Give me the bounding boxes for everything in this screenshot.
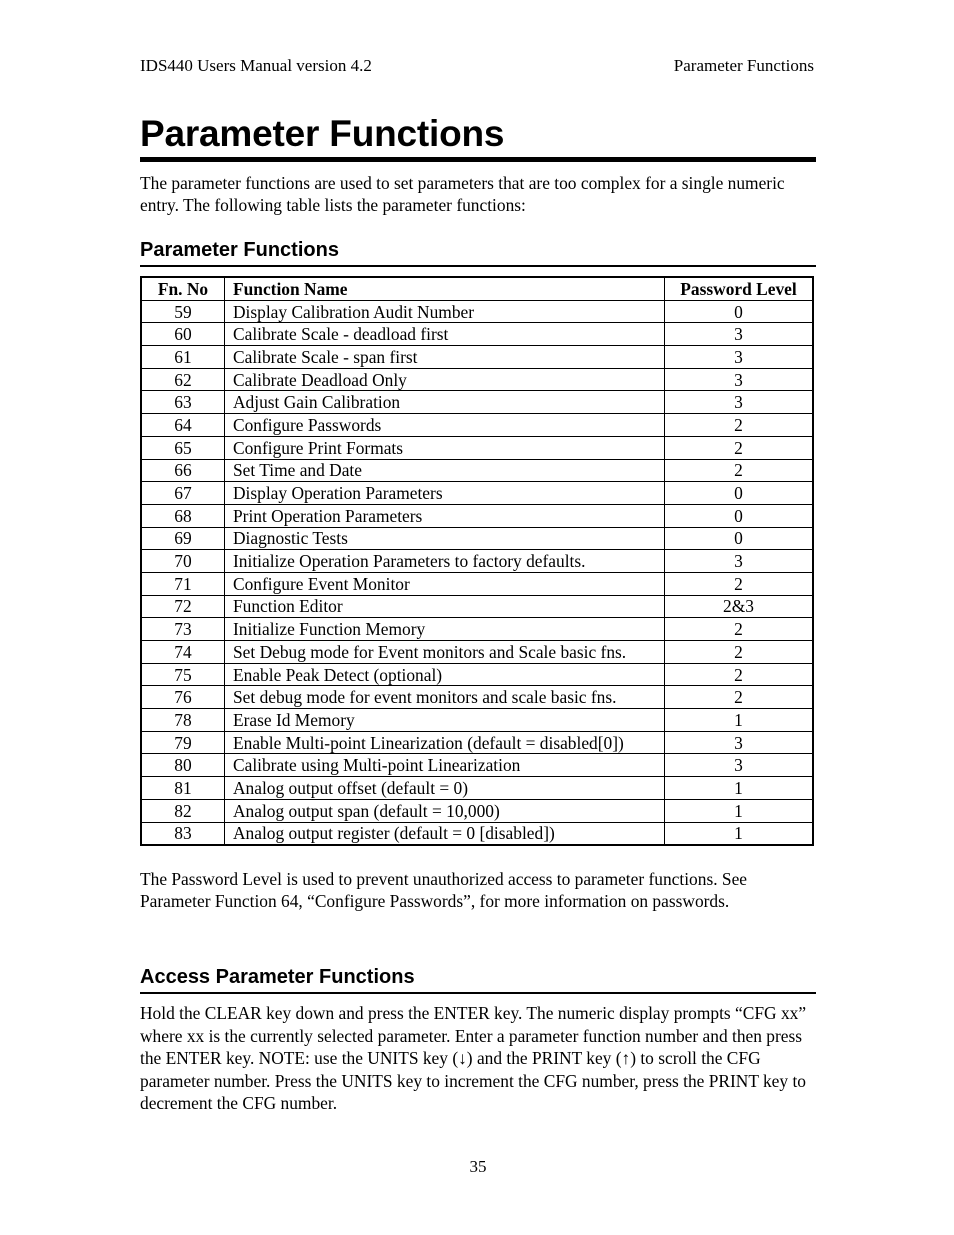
cell-password-level: 2 <box>665 459 814 482</box>
cell-fn-no: 75 <box>141 663 225 686</box>
table-row <box>141 300 813 323</box>
cell-function-name: Analog output span (default = 10,000) <box>225 799 665 822</box>
cell-function-name: Configure Event Monitor <box>225 572 665 595</box>
table-section-heading: Parameter Functions <box>140 239 339 261</box>
cell-fn-no: 81 <box>141 777 225 800</box>
title-rule <box>140 157 816 162</box>
access-paragraph: Hold the CLEAR key down and press the ENTER key. The numeric display prompts “CFG xx” where xx is the currently selected parameter. Enter a parameter function number and then press the ENTER key. NOTE: use the UNITS key (↓) and the PRINT key (↑) to scroll the CFG parameter number. Press the UNITS key to increment the CFG number, press the PRINT key to decrement the CFG number. <box>140 1003 807 1114</box>
table-header-row <box>141 277 813 300</box>
cell-fn-no: 66 <box>141 459 225 482</box>
cell-fn-no: 82 <box>141 799 225 822</box>
table-row <box>141 323 813 346</box>
access-section-heading: Access Parameter Functions <box>140 966 415 988</box>
cell-function-name: Function Editor <box>225 595 665 618</box>
cell-function-name: Configure Passwords <box>225 414 665 437</box>
table-row <box>141 754 813 777</box>
cell-fn-no: 59 <box>141 300 225 323</box>
cell-function-name: Display Operation Parameters <box>225 482 665 505</box>
column-header-function-name: Function Name <box>225 277 665 300</box>
section-rule <box>140 992 816 994</box>
table-row <box>141 527 813 550</box>
cell-function-name: Set debug mode for event monitors and scale basic fns. <box>225 686 665 709</box>
cell-function-name: Enable Peak Detect (optional) <box>225 663 665 686</box>
cell-fn-no: 69 <box>141 527 225 550</box>
cell-fn-no: 65 <box>141 436 225 459</box>
cell-password-level: 0 <box>665 300 814 323</box>
cell-fn-no: 60 <box>141 323 225 346</box>
table-row <box>141 777 813 800</box>
cell-function-name: Initialize Function Memory <box>225 618 665 641</box>
table-body <box>141 300 813 845</box>
cell-fn-no: 63 <box>141 391 225 414</box>
header-section-title: Parameter Functions <box>673 56 814 75</box>
table-row <box>141 686 813 709</box>
cell-function-name: Print Operation Parameters <box>225 504 665 527</box>
table-row <box>141 799 813 822</box>
table-row <box>141 436 813 459</box>
cell-function-name: Calibrate Deadload Only <box>225 368 665 391</box>
cell-password-level: 2 <box>665 572 814 595</box>
cell-password-level: 1 <box>665 799 814 822</box>
table-row <box>141 595 813 618</box>
column-header-password-level: Password Level <box>665 277 814 300</box>
table-row <box>141 550 813 573</box>
password-note-paragraph: The Password Level is used to prevent unauthorized access to parameter functions. See Parameter Function 64, “Configure Passwords”, for more information on passwords. <box>140 869 748 911</box>
cell-function-name: Set Debug mode for Event monitors and Scale basic fns. <box>225 641 665 664</box>
table-row <box>141 459 813 482</box>
cell-password-level: 1 <box>665 709 814 732</box>
cell-password-level: 0 <box>665 504 814 527</box>
cell-password-level: 2 <box>665 618 814 641</box>
cell-function-name: Initialize Operation Parameters to factory defaults. <box>225 550 665 573</box>
table-row <box>141 709 813 732</box>
cell-password-level: 3 <box>665 550 814 573</box>
cell-password-level: 1 <box>665 777 814 800</box>
cell-function-name: Calibrate Scale - span first <box>225 346 665 369</box>
cell-password-level: 3 <box>665 323 814 346</box>
column-header-fn-no: Fn. No <box>141 277 225 300</box>
cell-fn-no: 79 <box>141 731 225 754</box>
cell-password-level: 2&3 <box>665 595 814 618</box>
cell-fn-no: 70 <box>141 550 225 573</box>
table-row <box>141 822 813 845</box>
cell-fn-no: 74 <box>141 641 225 664</box>
table-row <box>141 731 813 754</box>
cell-fn-no: 76 <box>141 686 225 709</box>
cell-fn-no: 67 <box>141 482 225 505</box>
table-row <box>141 663 813 686</box>
cell-fn-no: 72 <box>141 595 225 618</box>
table-row <box>141 641 813 664</box>
cell-function-name: Analog output offset (default = 0) <box>225 777 665 800</box>
cell-password-level: 2 <box>665 686 814 709</box>
section-rule <box>140 265 816 267</box>
table-row <box>141 346 813 369</box>
cell-password-level: 3 <box>665 346 814 369</box>
table-row <box>141 504 813 527</box>
cell-fn-no: 83 <box>141 822 225 845</box>
cell-function-name: Erase Id Memory <box>225 709 665 732</box>
cell-fn-no: 62 <box>141 368 225 391</box>
cell-password-level: 3 <box>665 368 814 391</box>
page-title: Parameter Functions <box>140 113 505 154</box>
cell-function-name: Diagnostic Tests <box>225 527 665 550</box>
table-row <box>141 482 813 505</box>
cell-password-level: 0 <box>665 527 814 550</box>
cell-password-level: 2 <box>665 414 814 437</box>
table-row <box>141 572 813 595</box>
cell-fn-no: 73 <box>141 618 225 641</box>
cell-password-level: 2 <box>665 663 814 686</box>
cell-fn-no: 71 <box>141 572 225 595</box>
cell-password-level: 2 <box>665 436 814 459</box>
cell-function-name: Display Calibration Audit Number <box>225 300 665 323</box>
cell-function-name: Configure Print Formats <box>225 436 665 459</box>
cell-password-level: 1 <box>665 822 814 845</box>
cell-function-name: Set Time and Date <box>225 459 665 482</box>
cell-password-level: 3 <box>665 391 814 414</box>
cell-fn-no: 61 <box>141 346 225 369</box>
cell-function-name: Adjust Gain Calibration <box>225 391 665 414</box>
cell-fn-no: 80 <box>141 754 225 777</box>
cell-password-level: 3 <box>665 731 814 754</box>
cell-fn-no: 78 <box>141 709 225 732</box>
running-header <box>140 56 814 76</box>
cell-password-level: 3 <box>665 754 814 777</box>
table-row <box>141 414 813 437</box>
table-row <box>141 368 813 391</box>
cell-function-name: Calibrate Scale - deadload first <box>225 323 665 346</box>
cell-function-name: Enable Multi-point Linearization (default = disabled[0]) <box>225 731 665 754</box>
cell-function-name: Analog output register (default = 0 [disabled]) <box>225 822 665 845</box>
cell-fn-no: 68 <box>141 504 225 527</box>
table-row <box>141 618 813 641</box>
cell-function-name: Calibrate using Multi-point Linearization <box>225 754 665 777</box>
cell-password-level: 2 <box>665 641 814 664</box>
cell-fn-no: 64 <box>141 414 225 437</box>
parameter-functions-table <box>140 276 814 846</box>
table-row <box>141 391 813 414</box>
intro-paragraph: The parameter functions are used to set parameters that are too complex for a single numeric entry. The following table lists the parameter functions: <box>140 173 785 215</box>
page-number: 35 <box>469 1157 487 1176</box>
cell-password-level: 0 <box>665 482 814 505</box>
header-doc-title: IDS440 Users Manual version 4.2 <box>140 56 372 75</box>
